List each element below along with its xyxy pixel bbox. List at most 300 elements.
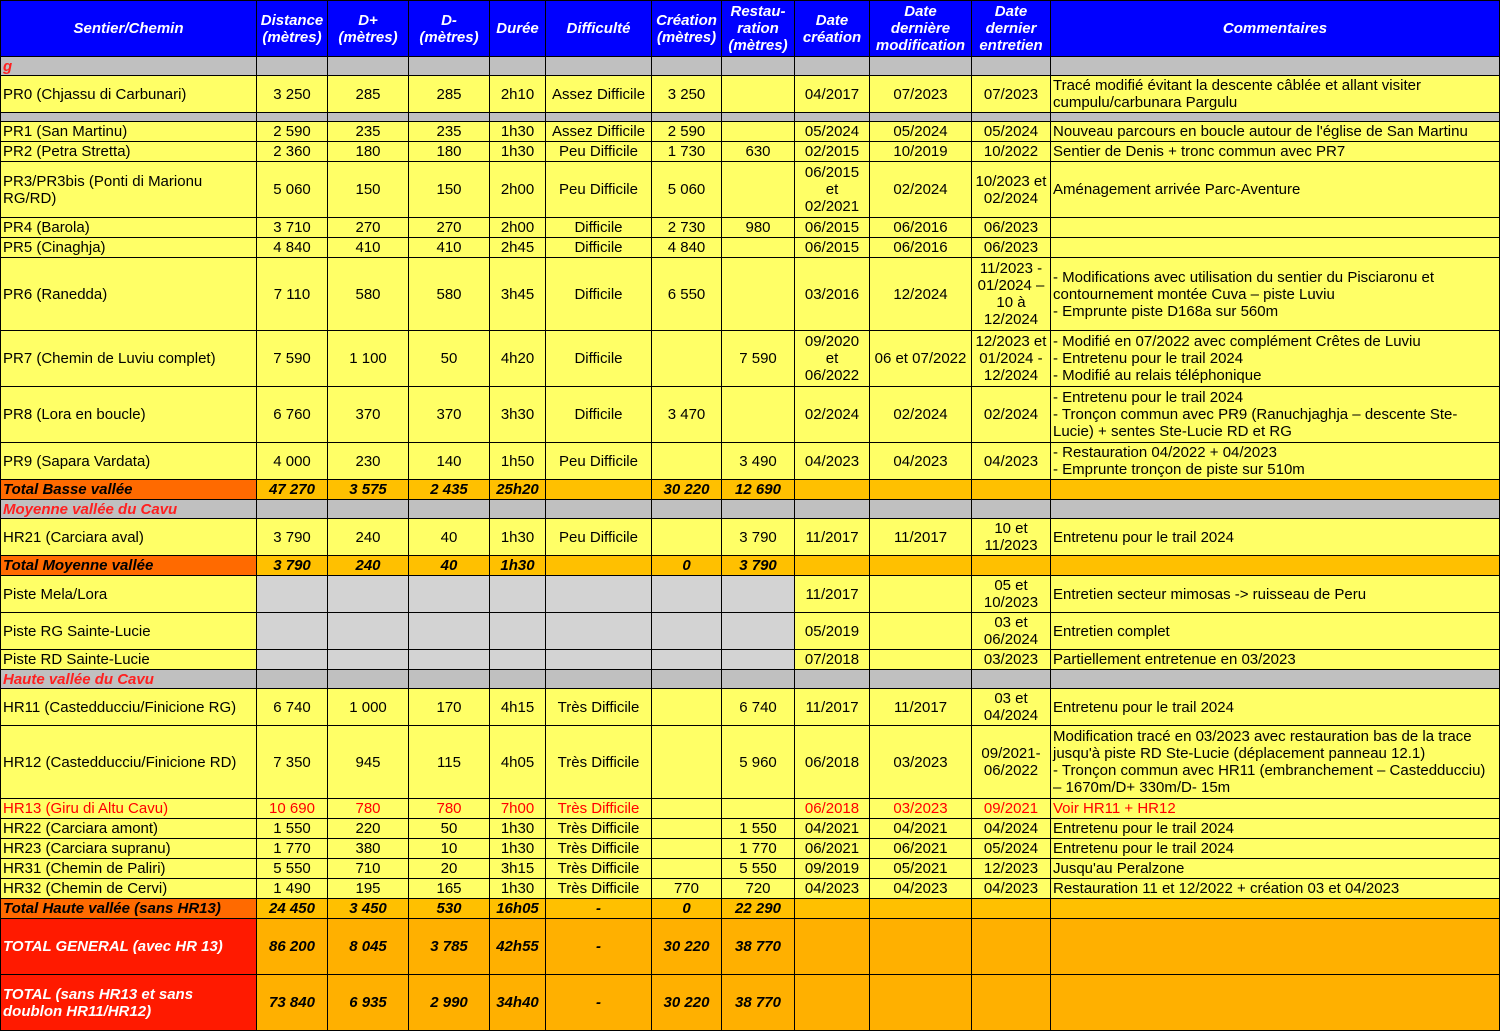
separator-cell: [409, 57, 490, 76]
cell-commentaires: Entretien secteur mimosas -> ruisseau de Peru: [1051, 576, 1500, 613]
separator-cell: [1051, 113, 1500, 122]
cell-duree: 2h00: [490, 162, 546, 218]
separator-cell: [795, 500, 870, 519]
cell-date-creation: 06/2015 et 02/2021: [795, 162, 870, 218]
table-row: [1, 819, 1500, 839]
cell-sentier: PR4 (Barola): [1, 218, 257, 238]
cell-creation: 0: [652, 556, 722, 576]
cell-restauration: 980: [722, 218, 795, 238]
cell-difficulte: [546, 480, 652, 500]
cell-commentaires: Voir HR11 + HR12: [1051, 799, 1500, 819]
cell-date-modification: 02/2024: [870, 387, 972, 443]
cell-date-entretien: 04/2024: [972, 819, 1051, 839]
cell-difficulte: Difficile: [546, 387, 652, 443]
header-difficulte: Difficulté: [546, 1, 652, 57]
cell-sentier: PR6 (Ranedda): [1, 258, 257, 331]
cell-date-creation: 04/2021: [795, 819, 870, 839]
cell-d-minus: 235: [409, 122, 490, 142]
table-row: [1, 142, 1500, 162]
header-date-modification: Date dernière modification: [870, 1, 972, 57]
cell-sentier: HR31 (Chemin de Paliri): [1, 859, 257, 879]
table-row: [1, 331, 1500, 387]
header-duree: Durée: [490, 1, 546, 57]
cell-commentaires: Nouveau parcours en boucle autour de l'église de San Martinu: [1051, 122, 1500, 142]
cell-distance: 2 590: [257, 122, 328, 142]
cell-sentier: HR11 (Castedducciu/Finicione RG): [1, 689, 257, 726]
cell-duree: [490, 650, 546, 670]
separator-cell: [328, 113, 409, 122]
cell-date-modification: [870, 975, 972, 1031]
cell-creation: [652, 689, 722, 726]
cell-d-minus: 140: [409, 443, 490, 480]
cell-date-entretien: 03/2023: [972, 650, 1051, 670]
cell-d-minus: 50: [409, 331, 490, 387]
cell-difficulte: -: [546, 975, 652, 1031]
cell-creation: [652, 331, 722, 387]
cell-d-minus: 530: [409, 899, 490, 919]
cell-date-entretien: 07/2023: [972, 76, 1051, 113]
cell-d-plus: 780: [328, 799, 409, 819]
cell-difficulte: Difficile: [546, 258, 652, 331]
cell-sentier: Total Moyenne vallée: [1, 556, 257, 576]
cell-date-creation: 04/2023: [795, 443, 870, 480]
cell-commentaires: Jusqu'au Peralzone: [1051, 859, 1500, 879]
separator-cell: [546, 57, 652, 76]
cell-restauration: [722, 799, 795, 819]
cell-distance: 3 710: [257, 218, 328, 238]
cell-restauration: 3 490: [722, 443, 795, 480]
table-row: [1, 859, 1500, 879]
cell-d-minus: 40: [409, 556, 490, 576]
cell-restauration: 1 770: [722, 839, 795, 859]
table-row: [1, 799, 1500, 819]
separator-cell: [972, 500, 1051, 519]
cell-d-minus: 20: [409, 859, 490, 879]
cell-duree: 4h05: [490, 726, 546, 799]
cell-distance: 47 270: [257, 480, 328, 500]
separator-cell: [409, 113, 490, 122]
separator-cell: [972, 670, 1051, 689]
cell-difficulte: [546, 576, 652, 613]
cell-restauration: 5 960: [722, 726, 795, 799]
cell-commentaires: Aménagement arrivée Parc-Aventure: [1051, 162, 1500, 218]
cell-date-creation: 06/2018: [795, 799, 870, 819]
cell-creation: 770: [652, 879, 722, 899]
cell-date-creation: [795, 899, 870, 919]
cell-d-plus: 370: [328, 387, 409, 443]
cell-d-plus: 220: [328, 819, 409, 839]
header-sentier: Sentier/Chemin: [1, 1, 257, 57]
cell-duree: 2h00: [490, 218, 546, 238]
separator-cell: [1051, 670, 1500, 689]
cell-d-plus: 410: [328, 238, 409, 258]
cell-commentaires: Tracé modifié évitant la descente câblée et allant visiter cumpulu/carbunara Pargulu: [1051, 76, 1500, 113]
cell-distance: 73 840: [257, 975, 328, 1031]
cell-date-creation: [795, 919, 870, 975]
cell-date-creation: 04/2023: [795, 879, 870, 899]
cell-date-creation: 11/2017: [795, 576, 870, 613]
cell-duree: 1h30: [490, 839, 546, 859]
cell-difficulte: Très Difficile: [546, 879, 652, 899]
cell-date-entretien: 05/2024: [972, 839, 1051, 859]
cell-date-modification: 02/2024: [870, 162, 972, 218]
cell-duree: 4h15: [490, 689, 546, 726]
cell-sentier: PR0 (Chjassu di Carbunari): [1, 76, 257, 113]
cell-restauration: [722, 613, 795, 650]
cell-d-minus: 165: [409, 879, 490, 899]
cell-restauration: [722, 122, 795, 142]
cell-date-entretien: 11/2023 - 01/2024 – 10 à 12/2024: [972, 258, 1051, 331]
cell-duree: 1h30: [490, 819, 546, 839]
cell-d-minus: [409, 613, 490, 650]
cell-commentaires: Entretenu pour le trail 2024: [1051, 519, 1500, 556]
separator-row: [1, 113, 1500, 122]
cell-date-modification: 04/2023: [870, 443, 972, 480]
cell-sentier: TOTAL GENERAL (avec HR 13): [1, 919, 257, 975]
cell-date-modification: 07/2023: [870, 76, 972, 113]
cell-distance: 3 250: [257, 76, 328, 113]
cell-difficulte: Assez Difficile: [546, 122, 652, 142]
cell-creation: [652, 819, 722, 839]
cell-date-modification: 11/2017: [870, 519, 972, 556]
cell-difficulte: Peu Difficile: [546, 142, 652, 162]
cell-creation: 30 220: [652, 975, 722, 1031]
separator-cell: [795, 57, 870, 76]
cell-duree: 3h30: [490, 387, 546, 443]
cell-duree: 1h30: [490, 142, 546, 162]
cell-creation: [652, 443, 722, 480]
cell-date-entretien: [972, 919, 1051, 975]
cell-difficulte: Peu Difficile: [546, 443, 652, 480]
cell-distance: 6 760: [257, 387, 328, 443]
table-row: [1, 726, 1500, 799]
cell-duree: 3h15: [490, 859, 546, 879]
cell-commentaires: [1051, 975, 1500, 1031]
cell-restauration: 1 550: [722, 819, 795, 839]
cell-sentier: Piste Mela/Lora: [1, 576, 257, 613]
cell-duree: 7h00: [490, 799, 546, 819]
cell-d-minus: 150: [409, 162, 490, 218]
cell-date-creation: 05/2024: [795, 122, 870, 142]
cell-d-plus: 3 575: [328, 480, 409, 500]
cell-distance: 1 550: [257, 819, 328, 839]
separator-cell: [257, 57, 328, 76]
cell-duree: 1h30: [490, 879, 546, 899]
separator-cell: [795, 670, 870, 689]
cell-date-entretien: 05 et 10/2023: [972, 576, 1051, 613]
cell-difficulte: -: [546, 899, 652, 919]
cell-d-minus: 780: [409, 799, 490, 819]
cell-distance: 2 360: [257, 142, 328, 162]
header-distance: Distance (mètres): [257, 1, 328, 57]
cell-date-entretien: 03 et 04/2024: [972, 689, 1051, 726]
cell-date-entretien: 04/2023: [972, 443, 1051, 480]
cell-d-plus: 285: [328, 76, 409, 113]
header-date-creation: Date création: [795, 1, 870, 57]
cell-date-entretien: 09/2021- 06/2022: [972, 726, 1051, 799]
table-row: [1, 689, 1500, 726]
section-header-row: [1, 500, 1500, 519]
cell-date-modification: [870, 650, 972, 670]
cell-duree: 42h55: [490, 919, 546, 975]
table-row: [1, 122, 1500, 142]
header-date-entretien: Date dernier entretien: [972, 1, 1051, 57]
header-creation: Création (mètres): [652, 1, 722, 57]
table-row: [1, 443, 1500, 480]
cell-date-creation: 02/2015: [795, 142, 870, 162]
cell-date-entretien: 09/2021: [972, 799, 1051, 819]
total-row: [1, 899, 1500, 919]
cell-date-modification: 11/2017: [870, 689, 972, 726]
cell-d-minus: 3 785: [409, 919, 490, 975]
cell-commentaires: [1051, 919, 1500, 975]
cell-sentier: PR8 (Lora en boucle): [1, 387, 257, 443]
cell-date-entretien: 06/2023: [972, 238, 1051, 258]
cell-date-modification: 06 et 07/2022: [870, 331, 972, 387]
cell-difficulte: [546, 613, 652, 650]
cell-date-creation: 06/2018: [795, 726, 870, 799]
cell-d-plus: 6 935: [328, 975, 409, 1031]
cell-d-plus: 3 450: [328, 899, 409, 919]
section-label: Haute vallée du Cavu: [1, 670, 257, 689]
cell-commentaires: - Entretenu pour le trail 2024 - Tronçon commun avec PR9 (Ranuchjaghja – descente Ste-Lucie) + sentes Ste-Lucie RD et RG: [1051, 387, 1500, 443]
cell-commentaires: [1051, 238, 1500, 258]
table-row: [1, 519, 1500, 556]
table-row: [1, 650, 1500, 670]
cell-date-modification: 04/2023: [870, 879, 972, 899]
cell-difficulte: Très Difficile: [546, 726, 652, 799]
cell-date-modification: 12/2024: [870, 258, 972, 331]
cell-date-entretien: 05/2024: [972, 122, 1051, 142]
cell-creation: 6 550: [652, 258, 722, 331]
cell-sentier: PR1 (San Martinu): [1, 122, 257, 142]
cell-restauration: [722, 162, 795, 218]
cell-date-creation: 03/2016: [795, 258, 870, 331]
cell-difficulte: Peu Difficile: [546, 162, 652, 218]
cell-d-plus: 230: [328, 443, 409, 480]
cell-date-creation: [795, 556, 870, 576]
cell-restauration: [722, 238, 795, 258]
cell-duree: 4h20: [490, 331, 546, 387]
cell-d-plus: 8 045: [328, 919, 409, 975]
cell-commentaires: Restauration 11 et 12/2022 + création 03 et 04/2023: [1051, 879, 1500, 899]
cell-creation: 5 060: [652, 162, 722, 218]
cell-distance: 5 060: [257, 162, 328, 218]
cell-date-modification: [870, 919, 972, 975]
cell-commentaires: - Restauration 04/2022 + 04/2023 - Emprunte tronçon de piste sur 510m: [1051, 443, 1500, 480]
cell-date-modification: 04/2021: [870, 819, 972, 839]
header-restauration: Restau- ration (mètres): [722, 1, 795, 57]
cell-date-modification: [870, 556, 972, 576]
cell-commentaires: Entretenu pour le trail 2024: [1051, 839, 1500, 859]
separator-cell: [870, 113, 972, 122]
cell-restauration: 3 790: [722, 519, 795, 556]
table-row: [1, 218, 1500, 238]
cell-restauration: 22 290: [722, 899, 795, 919]
cell-distance: 10 690: [257, 799, 328, 819]
cell-creation: [652, 613, 722, 650]
cell-difficulte: Très Difficile: [546, 799, 652, 819]
cell-creation: 3 250: [652, 76, 722, 113]
cell-creation: [652, 726, 722, 799]
separator-cell: [1051, 500, 1500, 519]
cell-d-plus: 710: [328, 859, 409, 879]
cell-creation: 4 840: [652, 238, 722, 258]
table-row: [1, 839, 1500, 859]
cell-commentaires: [1051, 899, 1500, 919]
cell-d-minus: 2 990: [409, 975, 490, 1031]
cell-distance: [257, 576, 328, 613]
cell-difficulte: Difficile: [546, 218, 652, 238]
cell-commentaires: Entretien complet: [1051, 613, 1500, 650]
cell-restauration: [722, 576, 795, 613]
cell-restauration: 12 690: [722, 480, 795, 500]
cell-date-creation: 02/2024: [795, 387, 870, 443]
cell-duree: 3h45: [490, 258, 546, 331]
cell-sentier: HR23 (Carciara supranu): [1, 839, 257, 859]
separator-cell: [722, 113, 795, 122]
cell-date-creation: 04/2017: [795, 76, 870, 113]
table-body: [1, 57, 1500, 1031]
cell-commentaires: - Modifié en 07/2022 avec complément Crêtes de Luviu - Entretenu pour le trail 2024 - Modifié au relais téléphonique: [1051, 331, 1500, 387]
cell-duree: 1h50: [490, 443, 546, 480]
separator-cell: [490, 500, 546, 519]
cell-commentaires: Sentier de Denis + tronc commun avec PR7: [1051, 142, 1500, 162]
cell-distance: 3 790: [257, 556, 328, 576]
cell-restauration: 630: [722, 142, 795, 162]
cell-date-entretien: [972, 556, 1051, 576]
cell-date-entretien: 03 et 06/2024: [972, 613, 1051, 650]
cell-d-plus: 270: [328, 218, 409, 238]
cell-d-plus: [328, 613, 409, 650]
separator-cell: [652, 57, 722, 76]
cell-distance: 1 770: [257, 839, 328, 859]
separator-cell: [328, 57, 409, 76]
cell-difficulte: [546, 556, 652, 576]
cell-creation: 3 470: [652, 387, 722, 443]
cell-sentier: HR13 (Giru di Altu Cavu): [1, 799, 257, 819]
cell-date-entretien: [972, 975, 1051, 1031]
cell-d-minus: 10: [409, 839, 490, 859]
table-row: [1, 162, 1500, 218]
cell-date-modification: 06/2021: [870, 839, 972, 859]
table-row: [1, 258, 1500, 331]
cell-difficulte: -: [546, 919, 652, 975]
cell-date-entretien: [972, 899, 1051, 919]
cell-sentier: PR2 (Petra Stretta): [1, 142, 257, 162]
separator-cell: [722, 500, 795, 519]
cell-date-entretien: 06/2023: [972, 218, 1051, 238]
total-row: [1, 975, 1500, 1031]
cell-creation: [652, 839, 722, 859]
total-row: [1, 919, 1500, 975]
separator-cell: [722, 57, 795, 76]
cell-restauration: 38 770: [722, 975, 795, 1031]
cell-date-modification: 05/2021: [870, 859, 972, 879]
cell-distance: 5 550: [257, 859, 328, 879]
cell-duree: [490, 613, 546, 650]
cell-d-plus: [328, 576, 409, 613]
cell-sentier: HR21 (Carciara aval): [1, 519, 257, 556]
cell-commentaires: [1051, 218, 1500, 238]
cell-distance: 86 200: [257, 919, 328, 975]
cell-date-entretien: 10/2022: [972, 142, 1051, 162]
cell-distance: 1 490: [257, 879, 328, 899]
cell-date-creation: 05/2019: [795, 613, 870, 650]
cell-date-entretien: 10/2023 et 02/2024: [972, 162, 1051, 218]
cell-sentier: HR12 (Castedducciu/Finicione RD): [1, 726, 257, 799]
separator-cell: [490, 57, 546, 76]
cell-d-minus: 115: [409, 726, 490, 799]
cell-d-plus: 1 000: [328, 689, 409, 726]
header-commentaires: Commentaires: [1051, 1, 1500, 57]
separator-cell: [652, 113, 722, 122]
cell-creation: 30 220: [652, 919, 722, 975]
cell-sentier: Piste RD Sainte-Lucie: [1, 650, 257, 670]
cell-commentaires: Modification tracé en 03/2023 avec restauration bas de la trace jusqu'à piste RD Ste-Lucie (déplacement panneau 12.1) - Tronçon commun avec HR11 (embranchement – Castedducciu) – 1670m/D+ 330m/D- 15m: [1051, 726, 1500, 799]
cell-date-modification: [870, 576, 972, 613]
cell-creation: 30 220: [652, 480, 722, 500]
separator-cell: [409, 500, 490, 519]
header-d-plus: D+ (mètres): [328, 1, 409, 57]
cell-date-creation: 09/2019: [795, 859, 870, 879]
cell-creation: [652, 650, 722, 670]
cell-difficulte: Très Difficile: [546, 859, 652, 879]
section-header-row: [1, 57, 1500, 76]
cell-d-minus: 580: [409, 258, 490, 331]
cell-date-creation: 11/2017: [795, 689, 870, 726]
cell-distance: 7 590: [257, 331, 328, 387]
cell-distance: [257, 613, 328, 650]
cell-duree: 1h30: [490, 122, 546, 142]
separator-cell: [870, 500, 972, 519]
cell-difficulte: Très Difficile: [546, 819, 652, 839]
cell-date-modification: 06/2016: [870, 238, 972, 258]
cell-d-minus: 40: [409, 519, 490, 556]
cell-date-modification: 06/2016: [870, 218, 972, 238]
cell-restauration: 5 550: [722, 859, 795, 879]
separator-cell: [546, 670, 652, 689]
cell-d-minus: 50: [409, 819, 490, 839]
cell-restauration: [722, 76, 795, 113]
separator-cell: [722, 670, 795, 689]
separator-cell: [257, 113, 328, 122]
cell-commentaires: [1051, 480, 1500, 500]
cell-restauration: [722, 258, 795, 331]
cell-creation: [652, 519, 722, 556]
separator-cell: [546, 113, 652, 122]
cell-sentier: PR5 (Cinaghja): [1, 238, 257, 258]
cell-duree: [490, 576, 546, 613]
cell-sentier: PR7 (Chemin de Luviu complet): [1, 331, 257, 387]
cell-d-plus: 580: [328, 258, 409, 331]
cell-restauration: 3 790: [722, 556, 795, 576]
cell-distance: 4 000: [257, 443, 328, 480]
section-label: Moyenne vallée du Cavu: [1, 500, 257, 519]
cell-distance: 6 740: [257, 689, 328, 726]
cell-d-plus: 380: [328, 839, 409, 859]
cell-d-minus: 410: [409, 238, 490, 258]
table-row: [1, 879, 1500, 899]
separator-cell: [546, 500, 652, 519]
cell-sentier: Total Basse vallée: [1, 480, 257, 500]
cell-date-creation: 11/2017: [795, 519, 870, 556]
cell-duree: 25h20: [490, 480, 546, 500]
cell-date-creation: 06/2015: [795, 218, 870, 238]
cell-date-creation: [795, 975, 870, 1031]
cell-duree: 2h45: [490, 238, 546, 258]
cell-d-plus: 235: [328, 122, 409, 142]
